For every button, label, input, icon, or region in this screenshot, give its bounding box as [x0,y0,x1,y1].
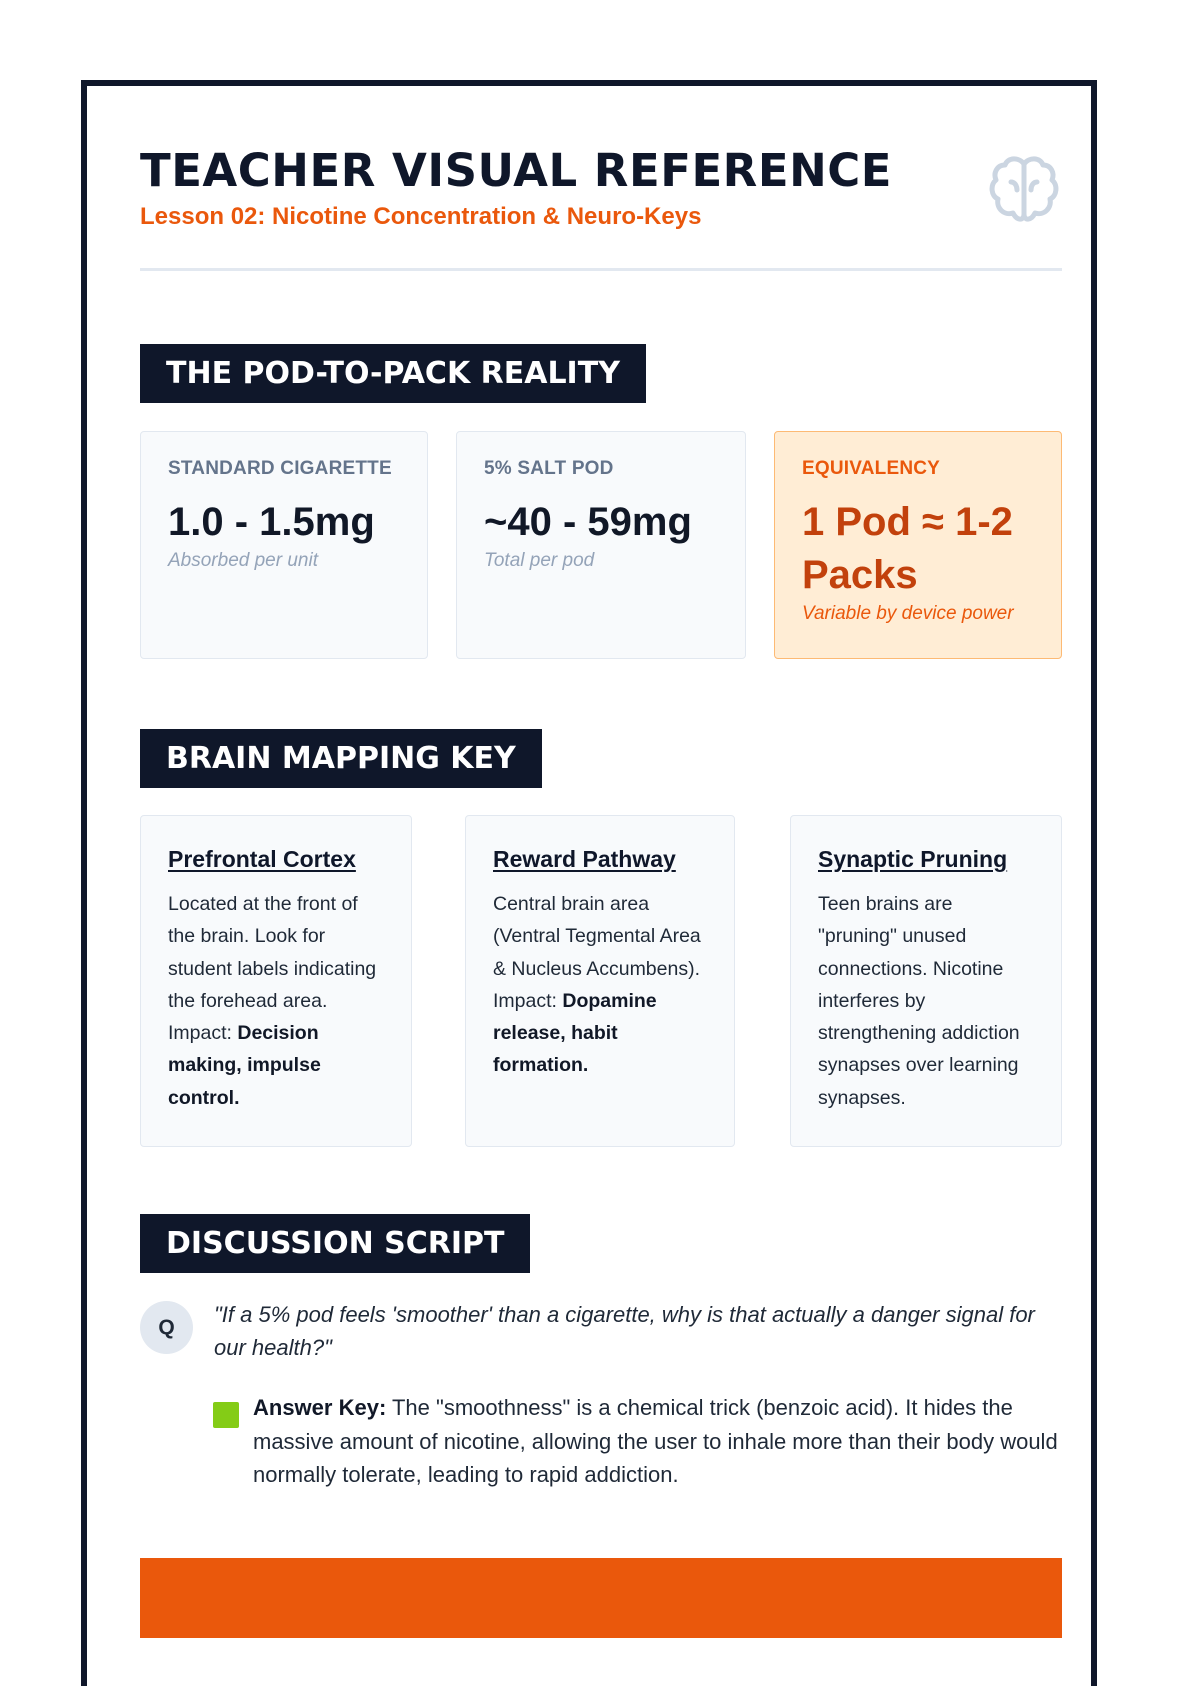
stat-label: STANDARD CIGARETTE [168,458,392,479]
page-title: TEACHER VISUAL REFERENCE [140,144,892,197]
brain-card-synaptic-pruning [790,815,1062,1147]
answer-marker-icon [213,1402,239,1428]
page-header [140,144,1062,271]
stat-note: Variable by device power [802,603,1014,624]
answer-key [253,1391,1058,1492]
stat-note: Total per pod [484,550,595,571]
stat-value: 1.0 - 1.5mg [168,500,375,544]
discussion-question: "If a 5% pod feels 'smoother' than a cigarette, why is that actually a danger signal for our health?" [214,1302,1035,1360]
stat-value: ~40 - 59mg [484,500,692,544]
brain-card-description: Central brain area (Ventral Tegmental Area & Nucleus Accumbens). Impact: [493,893,701,1012]
brain-card-impact: Decision making, impulse control. [168,1022,321,1109]
brain-card-text [818,888,1035,1114]
page-frame [81,80,1097,1686]
brain-icon [986,152,1062,228]
brain-card-description: Located at the front of the brain. Look for student labels indicating the forehead area. Impact: [168,893,377,1045]
stat-value: 1 Pod ≈ 1-2 Packs [802,500,1013,597]
question-badge: Q [140,1301,193,1354]
stat-label: 5% SALT POD [484,458,614,479]
brain-card-description: Teen brains are "pruning" unused connections. Nicotine interferes by strengthening addiction synapses over learning synapses. [818,893,1020,1109]
stat-note: Absorbed per unit [168,550,318,571]
section-header-discussion: DISCUSSION SCRIPT [140,1214,530,1273]
section-header-pod-to-pack: THE POD-TO-PACK REALITY [140,344,646,403]
answer-key-label: Answer Key: [253,1395,387,1420]
stat-card-salt-pod [456,431,746,659]
stat-card-cigarette [140,431,428,659]
page-subtitle: Lesson 02: Nicotine Concentration & Neuro-Keys [140,203,702,230]
brain-card-title: Synaptic Pruning [818,846,1008,872]
brain-card-text [493,888,708,1082]
brain-card-reward-pathway [465,815,735,1147]
brain-card-prefrontal-cortex [140,815,412,1147]
brain-card-title: Prefrontal Cortex [168,846,356,872]
brain-card-text [168,888,385,1114]
brain-card-impact: Dopamine release, habit formation. [493,989,657,1077]
brain-card-title: Reward Pathway [493,846,676,872]
footer-bar [140,1558,1062,1638]
stat-card-equivalency [774,431,1062,659]
stat-label: EQUIVALENCY [802,458,941,479]
section-header-brain-mapping: BRAIN MAPPING KEY [140,729,542,788]
answer-key-text: The "smoothness" is a chemical trick (benzoic acid). It hides the massive amount of nicotine, allowing the user to inhale more than their body would normally tolerate, leading to rapid addiction. [253,1395,1058,1487]
